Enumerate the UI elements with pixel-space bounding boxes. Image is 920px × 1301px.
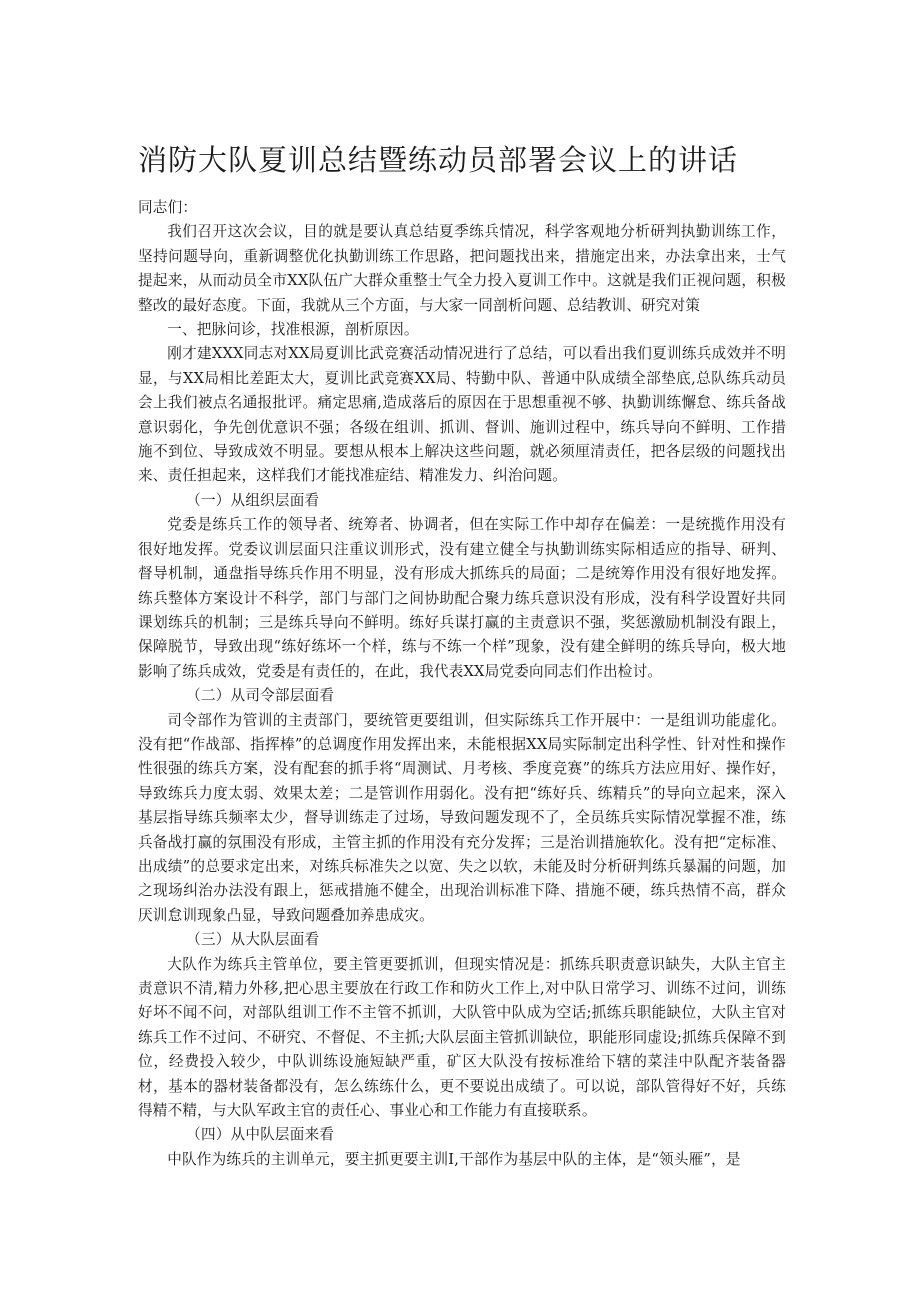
subsection3-heading: （三）从大队层面看 xyxy=(186,931,320,949)
document-title: 消防大队夏训总结暨练动员部署会议上的讲话 xyxy=(138,143,739,177)
section1-paragraph: 刚才建XXX同志对XX局夏训比武竞赛活动情况进行了总结，可以看出我们夏训练兵成效并不明显，与XX局相比差距太大，夏训比武竞赛XX局、特勤中队、普通中队成绩全部垫底,总队练兵动员会上我们被点名通报批评。痛定思痛,造成落后的原因在于思想重视不够、执勤训练懈怠、练兵备战意识弱化，争先创优意识不强；各级在组训、抓训、督训、施训过程中，练兵导向不鲜明、工作措施不到位、导致成效不明显。要想从根本上解决这些问题，就必须厘清责任，把各层级的问题找出来、责任担起来，这样我们才能找准症结、精准发力、纠治问题。 xyxy=(138,345,786,485)
subsection2-paragraph: 司令部作为管训的主责部门，要统管更要组训，但实际练兵工作开展中：一是组训功能虚化。没有把“作战部、指挥棒”的总调度作用发挥出来，未能根据XX局实际制定出科学性、针对性和操作性很强的练兵方案，没有配套的抓手将“周测试、月考核、季度竞赛”的练兵方法应用好、操作好，导致练兵力度太弱、效果太差；二是管训作用弱化。没有把“练好兵、练精兵”的导向立起来，深入基层指导练兵频率太少，督导训练走了过场，导致问题发现不了，全员练兵实际情况掌握不准，练兵备战打赢的氛围没有形成，主管主抓的作用没有充分发挥；三是治训措施软化。没有把“定标准、出成绩”的总要求定出来，对练兵标准失之以宽、失之以软，未能及时分析研判练兵暴漏的问题，加之现场纠治办法没有跟上，惩戒措施不健全，出现治训标准下降、措施不硬，练兵热情不高，群众厌训怠训现象凸显，导致问题叠加养患成灾。 xyxy=(138,711,786,924)
section1-heading: 一、把脉问诊，找准根源，剖析原因。 xyxy=(167,321,419,339)
subsection1-heading: （一）从组织层面看 xyxy=(186,491,320,509)
subsection4-paragraph: 中队作为练兵的主训单元，要主抓更要主训I,干部作为基层中队的主体，是“领头雁”，是 xyxy=(167,1150,741,1168)
salutation: 同志们： xyxy=(138,199,198,216)
subsection3-paragraph: 大队作为练兵主管单位，要主管更要抓训，但现实情况是：抓练兵职责意识缺失，大队主官主责意识不清,精力外移,把心思主要放在行政工作和防火工作上,对中队日常学习、训练不过问，训练好坏不闻不问，对部队组训工作不主管不抓训，大队管中队成为空话;抓练兵职能缺位，大队主官对练兵工作不过问、不研究、不督促、不主抓;大队层面主管抓训缺位，职能形同虚设;抓练兵保障不到位，经费投入较少，中队训练设施短缺严重，矿区大队没有按标准给下辖的菜洼中队配齐装备器材，基本的器材装备都没有，怎么练练什么，更不要说出成绩了。可以说，部队管得好不好，兵练得精不精，与大队军政主官的责任心、事业心和工作能力有直接联系。 xyxy=(138,955,786,1120)
intro-paragraph: 我们召开这次会议，目的就是要认真总结夏季练兵情况，科学客观地分析研判执勤训练工作，坚持问题导向，重新调整优化执勤训练工作思路，把问题找出来，措施定出来，办法拿出来，士气提起来，从而动员全市XX队伍广大群众重整士气全力投入夏训工作中。这就是我们正视问题，积极整改的最好态度。下面，我就从三个方面，与大家一同剖析问题、总结教训、研究对策 xyxy=(138,223,786,314)
subsection1-paragraph: 党委是练兵工作的领导者、统筹者、协调者，但在实际工作中却存在偏差：一是统揽作用没有很好地发挥。党委议训层面只注重议训形式，没有建立健全与执勤训练实际相适应的指导、研判、督导机制，通盘指导练兵作用不明显，没有形成大抓练兵的局面；二是统筹作用没有很好地发挥。练兵整体方案设计不科学，部门与部门之间协助配合聚力练兵意识没有形成，没有科学设置好共同课划练兵的机制；三是练兵导向不鲜明。练好兵谋打赢的主责意识不强，奖惩激励机制没有跟上，保障脱节，导致出现“练好练坏一个样，练与不练一个样”现象，没有建全鲜明的练兵导向，极大地影响了练兵成效，党委是有责任的，在此，我代表XX局党委向同志们作出检讨。 xyxy=(138,516,786,680)
subsection2-heading: （二）从司令部层面看 xyxy=(186,687,335,705)
subsection4-heading: （四）从中队层面来看 xyxy=(186,1126,335,1144)
document-body xyxy=(138,196,786,1172)
